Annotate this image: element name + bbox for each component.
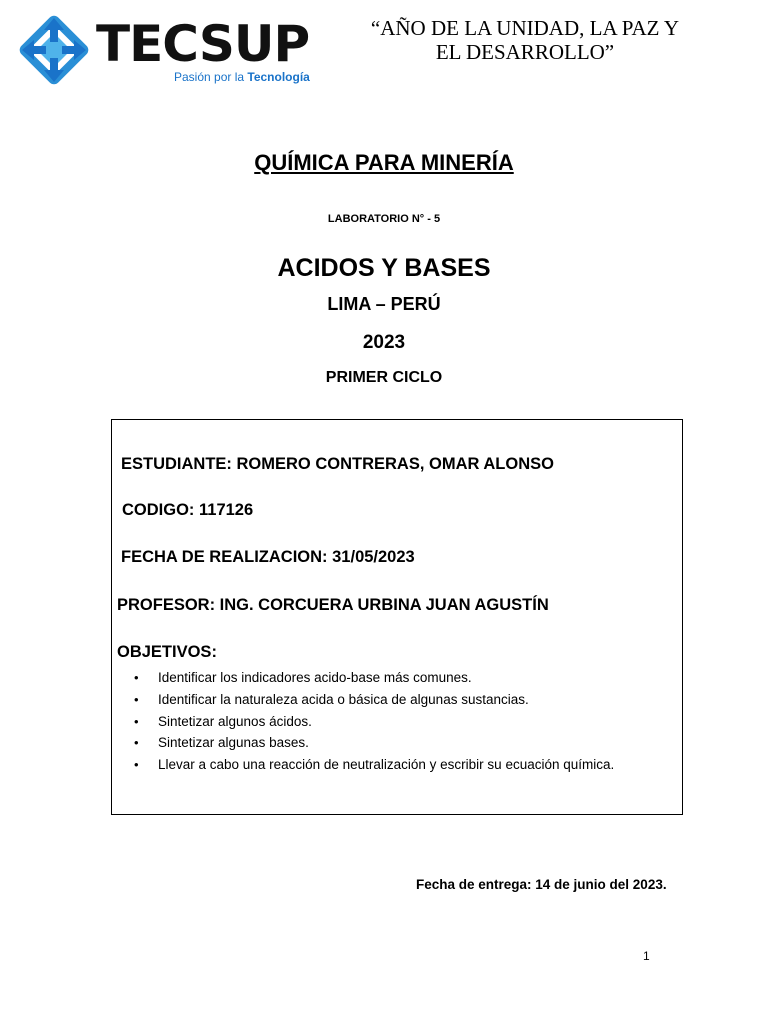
student-info-box	[111, 419, 683, 815]
logo-tagline	[174, 70, 310, 84]
bullet-icon: •	[134, 691, 139, 707]
bullet-icon: •	[134, 670, 139, 685]
lab-number: LABORATORIO N° - 5	[327, 213, 441, 225]
tecsup-emblem-icon	[16, 12, 92, 88]
objective-item	[134, 732, 654, 754]
objective-text: Identificar la naturaleza acida o básica de algunas sustancias.	[158, 691, 529, 707]
objective-text: Llevar a cabo una reacción de neutralización y escribir su ecuación química.	[158, 757, 615, 773]
student-code: CODIGO: 117126	[122, 501, 254, 519]
logo-wordmark: TECSUP	[96, 15, 310, 73]
year: 2023	[362, 332, 406, 353]
motto-line-2: EL DESARROLLO”	[435, 40, 615, 64]
objective-text: Identificar los indicadores acido-base más comunes.	[158, 670, 472, 685]
realization-date: FECHA DE REALIZACION: 31/05/2023	[121, 548, 415, 566]
bullet-icon: •	[134, 735, 139, 751]
cycle: PRIMER CICLO	[325, 369, 443, 386]
professor: PROFESOR: ING. CORCUERA URBINA JUAN AGUSTÍN	[117, 596, 549, 614]
motto-line-1: “AÑO DE LA UNIDAD, LA PAZ Y	[370, 16, 680, 40]
objectives-heading: OBJETIVOS:	[117, 643, 217, 661]
student-name: ESTUDIANTE: ROMERO CONTRERAS, OMAR ALONSO	[121, 455, 554, 473]
objective-item	[134, 754, 654, 776]
objective-item	[134, 689, 654, 711]
objectives-list	[134, 667, 654, 776]
objective-text: Sintetizar algunas bases.	[158, 735, 309, 751]
objective-item	[134, 667, 654, 689]
year-motto	[340, 16, 710, 64]
bullet-icon: •	[134, 757, 139, 773]
tagline-part2: Tecnología	[247, 70, 310, 84]
objective-item	[134, 711, 654, 733]
location: LIMA – PERÚ	[327, 294, 441, 314]
tecsup-logo	[16, 12, 316, 88]
tagline-part1: Pasión por la	[174, 70, 248, 84]
delivery-date: Fecha de entrega: 14 de junio del 2023.	[416, 877, 667, 892]
page-number: 1	[643, 949, 650, 963]
course-title: QUÍMICA PARA MINERÍA	[254, 150, 514, 175]
objective-text: Sintetizar algunos ácidos.	[158, 713, 312, 729]
bullet-icon: •	[134, 713, 139, 729]
lab-topic: ACIDOS Y BASES	[277, 254, 491, 282]
